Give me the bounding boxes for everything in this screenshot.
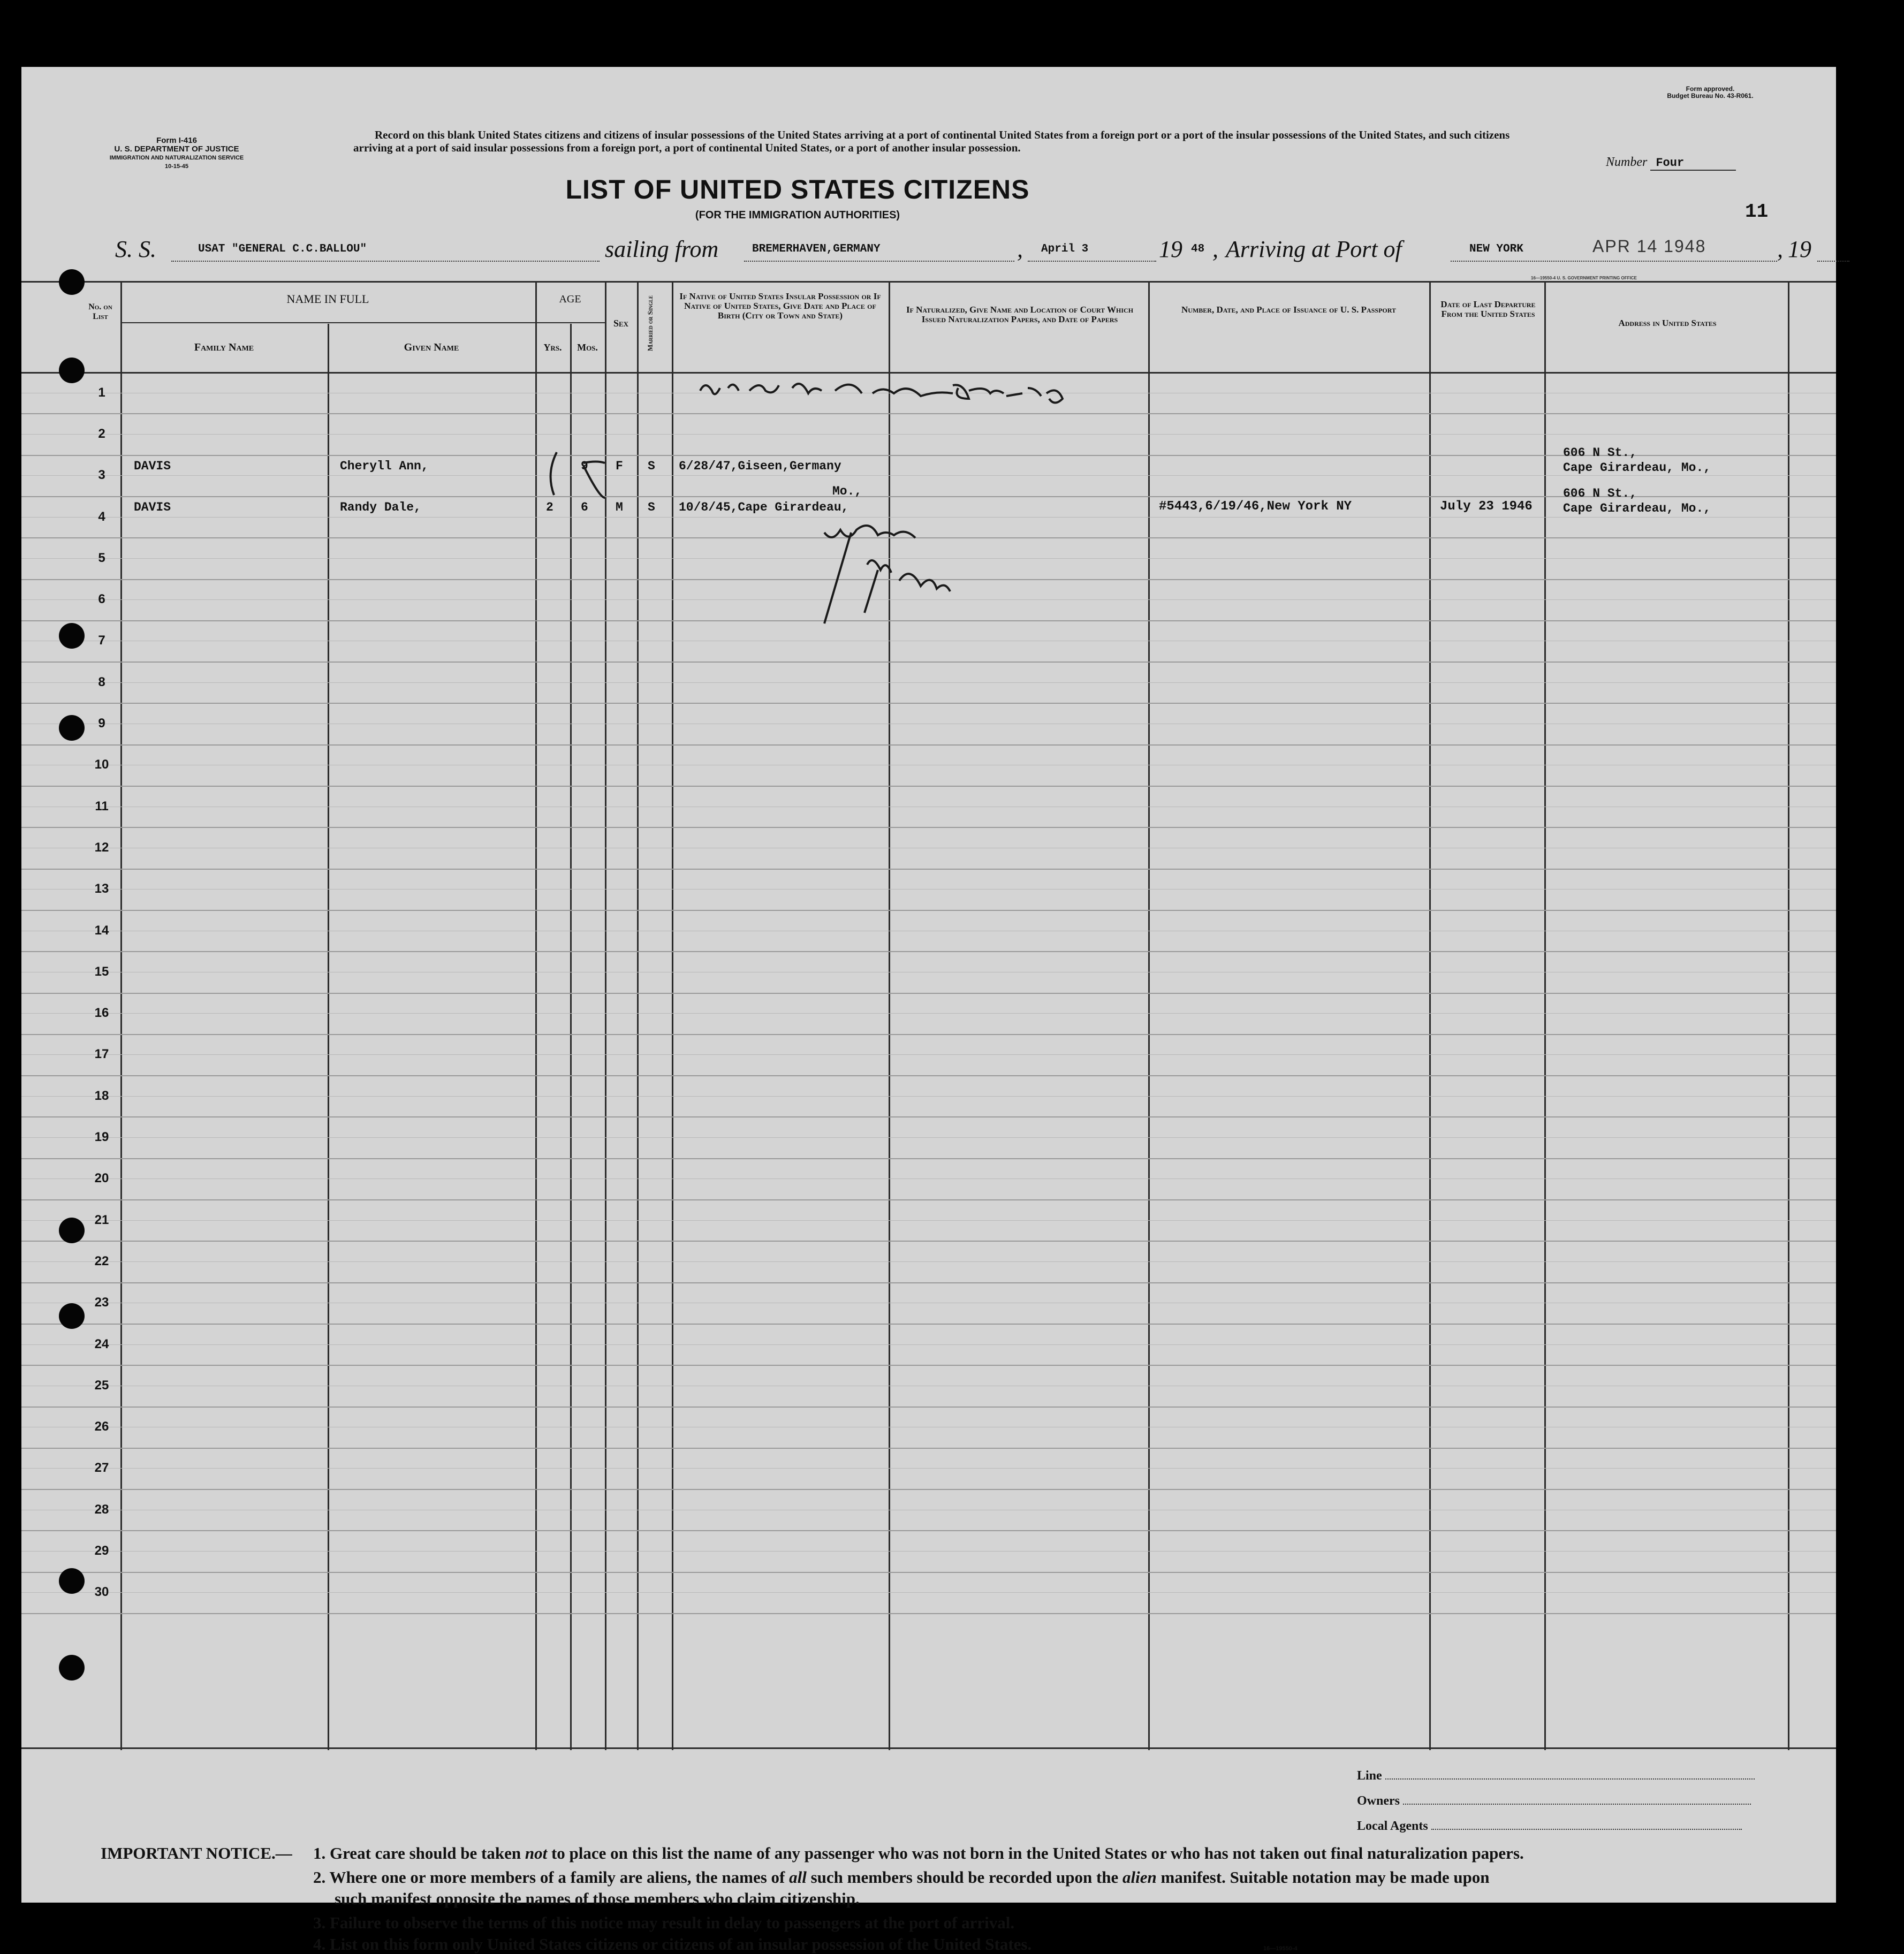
page-number: 11 [1745, 201, 1769, 223]
punch-hole [59, 715, 85, 741]
number-label: Number [1606, 155, 1648, 169]
ruled-line [21, 1365, 1836, 1366]
row-number: 6 [98, 592, 105, 606]
ruled-line [21, 951, 1836, 952]
notice-1-b: not [525, 1844, 548, 1862]
row-number: 11 [95, 799, 109, 813]
year-underline [1817, 261, 1849, 262]
row1-status: S [648, 459, 655, 473]
page-title: LIST OF UNITED STATES CITIZENS [565, 174, 1030, 204]
agents-underline [1431, 1829, 1742, 1830]
table-bottom-border [21, 1747, 1836, 1749]
notice-3: 3. Failure to observe the terms of this notice may result in delay to passengers at the port of arrival. [313, 1913, 1015, 1932]
row1-family: DAVIS [134, 459, 171, 473]
punch-hole [59, 623, 85, 649]
budget-bureau: Budget Bureau No. 43-R061. [1667, 92, 1754, 100]
row-number: 14 [94, 923, 109, 938]
row-number: 26 [94, 1419, 109, 1434]
ship-name: USAT "GENERAL C.C.BALLOU" [198, 243, 367, 255]
header-yrs: Yrs. [543, 342, 562, 353]
department: U. S. DEPARTMENT OF JUSTICE [114, 145, 239, 154]
row-number: 1 [98, 385, 105, 400]
ruled-line [21, 1406, 1836, 1408]
ss-label: S. S. [115, 236, 156, 262]
punch-hole [59, 1655, 85, 1681]
ruled-half-line [21, 1054, 1836, 1055]
line-underline [1385, 1778, 1755, 1780]
notice-4: 4. List on this form only United States citizens or citizens of an insular possession of the United States. [313, 1935, 1032, 1953]
ruled-line [21, 1530, 1836, 1531]
header-married: Married or Single [646, 295, 654, 352]
ruled-line [21, 744, 1836, 746]
row-number: 7 [98, 633, 105, 648]
row1-given: Cheryll Ann, [340, 459, 429, 473]
row-number: 12 [94, 840, 109, 855]
row-number: 18 [94, 1089, 109, 1103]
row2-mos: 6 [581, 500, 588, 514]
approval-block [1649, 86, 1772, 100]
header-mos: Mos. [577, 342, 598, 353]
date-underline [1028, 261, 1156, 262]
ruled-half-line [21, 1592, 1836, 1593]
ruled-line [21, 1199, 1836, 1200]
row2-passport: #5443,6/19/46,New York NY [1159, 499, 1352, 514]
row-number: 29 [94, 1544, 109, 1558]
sail-date: April 3 [1041, 243, 1089, 255]
ruled-line [21, 1158, 1836, 1159]
ruled-line [21, 1489, 1836, 1490]
year-prefix-2: 19 [1788, 236, 1811, 262]
row-number: 25 [94, 1378, 109, 1393]
header-native: If Native of United States Insular Possession or If Native of United States, Give Date and Place of Birth (City or Town and State) [679, 291, 881, 321]
row1-address-2: Cape Girardeau, Mo., [1563, 461, 1711, 475]
notice-1 [313, 1844, 1524, 1863]
row-number: 22 [94, 1254, 109, 1268]
row-number: 9 [98, 716, 105, 731]
ruled-line [21, 1241, 1836, 1242]
punch-hole [59, 1303, 85, 1329]
punch-hole [59, 1218, 85, 1243]
row-number: 13 [94, 881, 109, 896]
row-number: 8 [98, 675, 105, 689]
comma-1: , [1017, 236, 1023, 262]
header-no: No. on List [88, 302, 112, 321]
owners-underline [1403, 1804, 1751, 1805]
ruled-line [21, 1075, 1836, 1076]
ruled-half-line [21, 1468, 1836, 1469]
comma-2: , [1212, 236, 1218, 262]
print-code-bottom: 16—19550-4 [1263, 1945, 1298, 1952]
ruled-line [21, 1034, 1836, 1035]
punch-hole [59, 1568, 85, 1594]
from-underline [744, 261, 1014, 262]
ruled-line [21, 703, 1836, 704]
notice-2-e: manifest. Suitable notation may be made upon [1156, 1868, 1490, 1887]
ruled-half-line [21, 1013, 1836, 1014]
notice-2-c: such members should be recorded upon the [806, 1868, 1123, 1887]
print-code-top: 16—19550-4 U. S. GOVERNMENT PRINTING OFFICE [1531, 276, 1637, 280]
year-prefix: 19 [1159, 236, 1182, 262]
row1-address-1: 606 N St., [1563, 446, 1637, 460]
ruled-line [21, 827, 1836, 828]
owners-field [1357, 1794, 1801, 1819]
from-port: BREMERHAVEN,GERMANY [752, 243, 881, 255]
handwriting-marks [21, 281, 1836, 656]
ruled-line [21, 993, 1836, 994]
row-number: 28 [94, 1502, 109, 1517]
ruled-line [21, 1613, 1836, 1614]
ruled-half-line [21, 1220, 1836, 1221]
ruled-half-line [21, 1137, 1836, 1138]
form-approved: Form approved. [1686, 85, 1735, 93]
notice-2-b: all [789, 1868, 807, 1887]
row1-mos: 9 [581, 459, 588, 473]
row2-sex: M [616, 500, 623, 514]
row-number: 17 [94, 1047, 109, 1061]
number-value: Four [1650, 156, 1736, 171]
ruled-line [21, 662, 1836, 663]
owners-label: Owners [1357, 1794, 1400, 1808]
local-agents-label: Local Agents [1357, 1819, 1428, 1833]
ruled-line [21, 910, 1836, 911]
row-number: 19 [94, 1130, 109, 1144]
number-field [1606, 155, 1736, 171]
punch-hole [59, 269, 85, 295]
arrival-port: NEW YORK [1469, 243, 1523, 255]
row1-birth: 6/28/47,Giseen,Germany [679, 459, 841, 473]
ruled-half-line [21, 1096, 1836, 1097]
form-date: 10-15-45 [164, 163, 189, 170]
row-number: 10 [94, 757, 109, 772]
row-number: 5 [98, 551, 105, 565]
row2-yrs: 2 [546, 500, 553, 514]
row-number: 20 [94, 1171, 109, 1185]
punch-hole [59, 358, 85, 383]
row2-departure: July 23 1946 [1440, 499, 1533, 514]
row2-birth-state: Mo., [832, 484, 862, 498]
ruled-half-line [21, 1261, 1836, 1262]
row1-sex: F [616, 459, 623, 473]
notice-label: IMPORTANT NOTICE.— [101, 1844, 292, 1862]
ruled-half-line [21, 1344, 1836, 1345]
service: IMMIGRATION AND NATURALIZATION SERVICE [109, 155, 244, 161]
notice-2-d: alien [1122, 1868, 1157, 1887]
header-family: Family Name [194, 341, 254, 353]
row-number: 30 [94, 1585, 109, 1599]
ruled-line [21, 1324, 1836, 1325]
ruled-half-line [21, 682, 1836, 683]
ruled-line [21, 1572, 1836, 1573]
ruled-line [21, 1282, 1836, 1283]
row-number: 2 [98, 427, 105, 441]
ruled-line [21, 1448, 1836, 1449]
row-number: 3 [98, 468, 105, 482]
manifest-page [21, 67, 1836, 1953]
row-number: 27 [94, 1461, 109, 1475]
row-number: 4 [98, 510, 105, 524]
row2-family: DAVIS [134, 500, 171, 514]
header-naturalized: If Naturalized, Give Name and Location of Court Which Issued Naturalization Papers, and Date of Papers [906, 305, 1134, 324]
row-number: 23 [94, 1295, 109, 1310]
header-given: Given Name [404, 341, 459, 353]
ruled-half-line [21, 1551, 1836, 1552]
row2-address-2: Cape Girardeau, Mo., [1563, 501, 1711, 515]
notice-2-continued: such manifest opposite the names of those members who claim citizenship. [335, 1889, 860, 1908]
ship-underline [171, 261, 600, 262]
row2-status: S [648, 500, 655, 514]
row2-birth: 10/8/45,Cape Girardeau, [679, 500, 849, 514]
header-address: Address in United States [1618, 318, 1717, 328]
agent-fields [1357, 1769, 1801, 1844]
row-number: 24 [94, 1337, 109, 1351]
row2-address-1: 606 N St., [1563, 486, 1637, 500]
header-age: AGE [559, 293, 581, 305]
sailing-label: sailing from [605, 236, 719, 262]
form-header-block [86, 136, 268, 171]
ruled-line [21, 1116, 1836, 1117]
header-departure: Date of Last Departure From the United States [1440, 299, 1536, 319]
voyage-line [115, 235, 1811, 268]
manifest-table [21, 281, 1836, 1750]
form-number: Form I-416 [156, 136, 197, 145]
page-subtitle: (FOR THE IMMIGRATION AUTHORITIES) [695, 209, 900, 221]
arrival-stamp: APR 14 1948 [1592, 237, 1706, 256]
comma-3: , [1777, 236, 1783, 262]
notice-2-a: 2. Where one or more members of a family are aliens, the names of [313, 1868, 790, 1887]
arriving-label: Arriving at Port of [1226, 236, 1402, 262]
header-name-in-full: NAME IN FULL [286, 292, 369, 306]
row2-given: Randy Dale, [340, 500, 421, 514]
local-agents-field [1357, 1819, 1801, 1844]
row-number: 21 [94, 1213, 109, 1227]
row-number: 16 [94, 1006, 109, 1020]
notice-2 [313, 1868, 1490, 1887]
line-field [1357, 1769, 1801, 1794]
year-suffix: 48 [1191, 243, 1205, 255]
intro-text: Record on this blank United States citizens and citizens of insular possessions of the United States arriving at a port of continental United States from a foreign port or a port of the insular possessions of the United States, and such citizens arriving at a port of said insular possessions from a foreign port, a port of continental United States, or a port of another insular possession. [353, 128, 1510, 154]
line-label: Line [1357, 1769, 1382, 1783]
notice-1-c: to place on this list the name of any passenger who was not born in the United States or who has not taken out final naturalization papers. [547, 1844, 1524, 1862]
row-number: 15 [94, 964, 109, 979]
header-sex: Sex [613, 318, 629, 329]
header-passport: Number, Date, and Place of Issuance of U. S. Passport [1181, 305, 1396, 315]
arrival-underline [1451, 261, 1777, 262]
ruled-line [21, 786, 1836, 787]
notice-1-a: 1. Great care should be taken [313, 1844, 525, 1862]
ruled-line [21, 869, 1836, 870]
